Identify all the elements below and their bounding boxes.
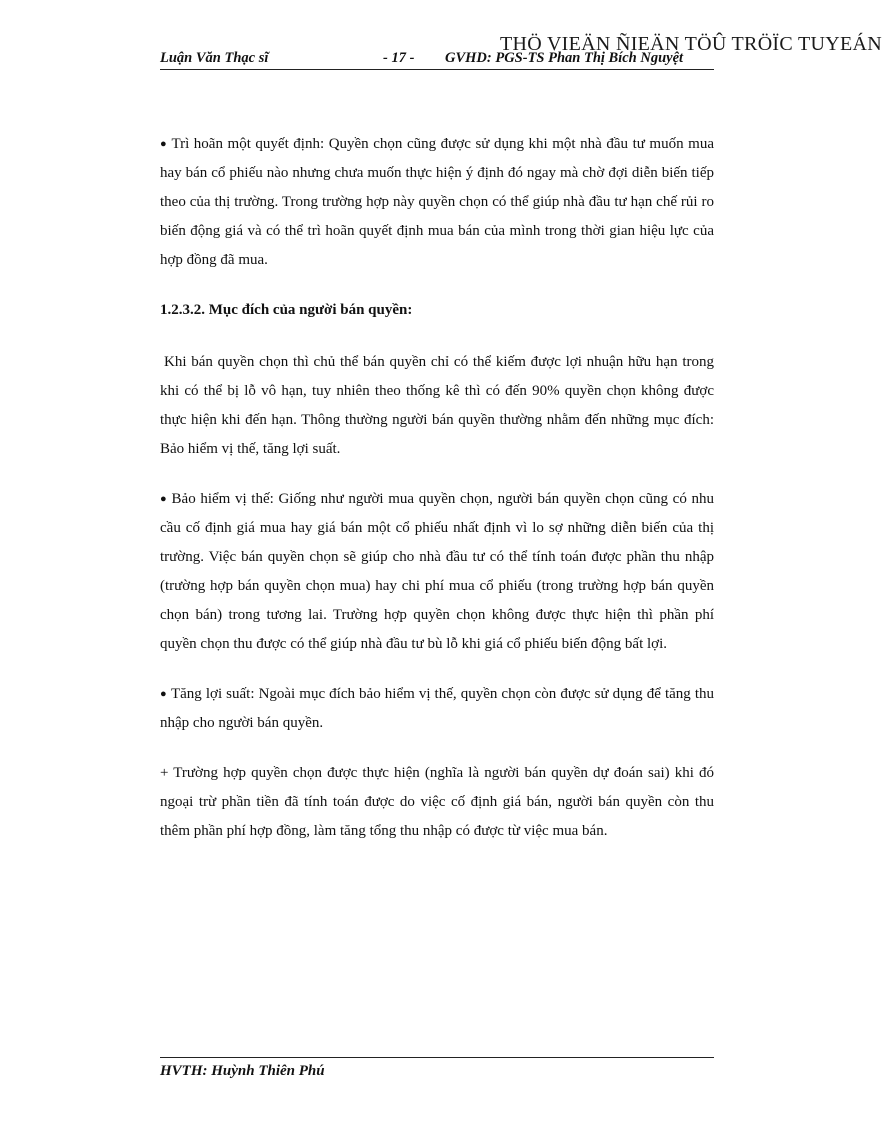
bullet-icon: ● <box>160 493 168 505</box>
paragraph-increase-yield <box>160 680 714 738</box>
header-advisor: GVHD: PGS-TS Phan Thị Bích Nguyệt <box>445 50 684 66</box>
paragraph-text: Khi bán quyền chọn thì chủ thể bán quyền chỉ có thể kiếm được lợi nhuận hữu hạn trong khi có thể bị lỗ vô hạn, tuy nhiên theo thống kê thì có đến 90% quyền chọn không được thực hiện khi đến hạn. Thông thường người bán quyền thường nhằm đến những mục đích: Bảo hiểm vị thế, tăng lợi suất. <box>160 354 714 457</box>
paragraph-text: Trì hoãn một quyết định: Quyền chọn cũng được sử dụng khi một nhà đầu tư muốn mua hay bán cổ phiếu nào nhưng chưa muốn thực hiện ý định đó ngay mà chờ đợi diễn biến tiếp theo của thị trường. Trong trường hợp này quyền chọn có thể giúp nhà đầu tư hạn chế rủi ro biến động giá và có thể trì hoãn quyết định mua bán của mình trong thời gian hiệu lực của hợp đồng đã mua. <box>160 136 714 268</box>
paragraph-text: Bảo hiểm vị thế: Giống như người mua quyền chọn, người bán quyền chọn cũng có nhu cầu cố định giá mua hay giá bán một cổ phiếu nhất định vì lo sợ những diễn biến của thị trường. Việc bán quyền chọn sẽ giúp cho nhà đầu tư có thể tính toán được phần thu nhập (trường hợp bán quyền chọn mua) hay chi phí mua cổ phiếu (trong trường hợp bán quyền chọn bán) trong tương lai. Trường hợp quyền chọn không được thực hiện thì phần phí quyền chọn thu được có thể giúp nhà đầu tư bù lỗ khi giá cổ phiếu biến động bất lợi. <box>160 491 714 652</box>
header-divider <box>160 69 714 70</box>
paragraph-delay-decision <box>160 130 714 275</box>
paragraph-text: Tăng lợi suất: Ngoài mục đích bảo hiểm vị thế, quyền chọn còn được sử dụng để tăng thu nhập cho người bán quyền. <box>160 686 714 731</box>
header-thesis-title: Luận Văn Thạc sĩ <box>160 50 269 66</box>
paragraph-option-exercised: + Trường hợp quyền chọn được thực hiện (nghĩa là người bán quyền dự đoán sai) khi đó ngoại trừ phần tiền đã tính toán được do việc cố định giá bán, người bán quyền còn thu thêm phần phí hợp đồng, làm tăng tổng thu nhập có được từ việc mua bán. <box>160 765 714 839</box>
footer-divider <box>160 1057 714 1058</box>
page-body <box>160 130 714 867</box>
section-heading: 1.2.3.2. Mục đích của người bán quyền: <box>160 302 413 318</box>
paragraph-hedge-position <box>160 485 714 659</box>
header-page-number: - 17 - <box>383 50 415 66</box>
bullet-icon: ● <box>160 688 167 700</box>
watermark-text: THÖ VIEÄN ÑIEÄN TÖÛ TRÖÏC TUYEÁN <box>500 33 882 55</box>
footer-author: HVTH: Huỳnh Thiên Phú <box>160 1063 325 1079</box>
paragraph-seller-intro <box>160 348 714 464</box>
bullet-icon: ● <box>160 138 168 150</box>
